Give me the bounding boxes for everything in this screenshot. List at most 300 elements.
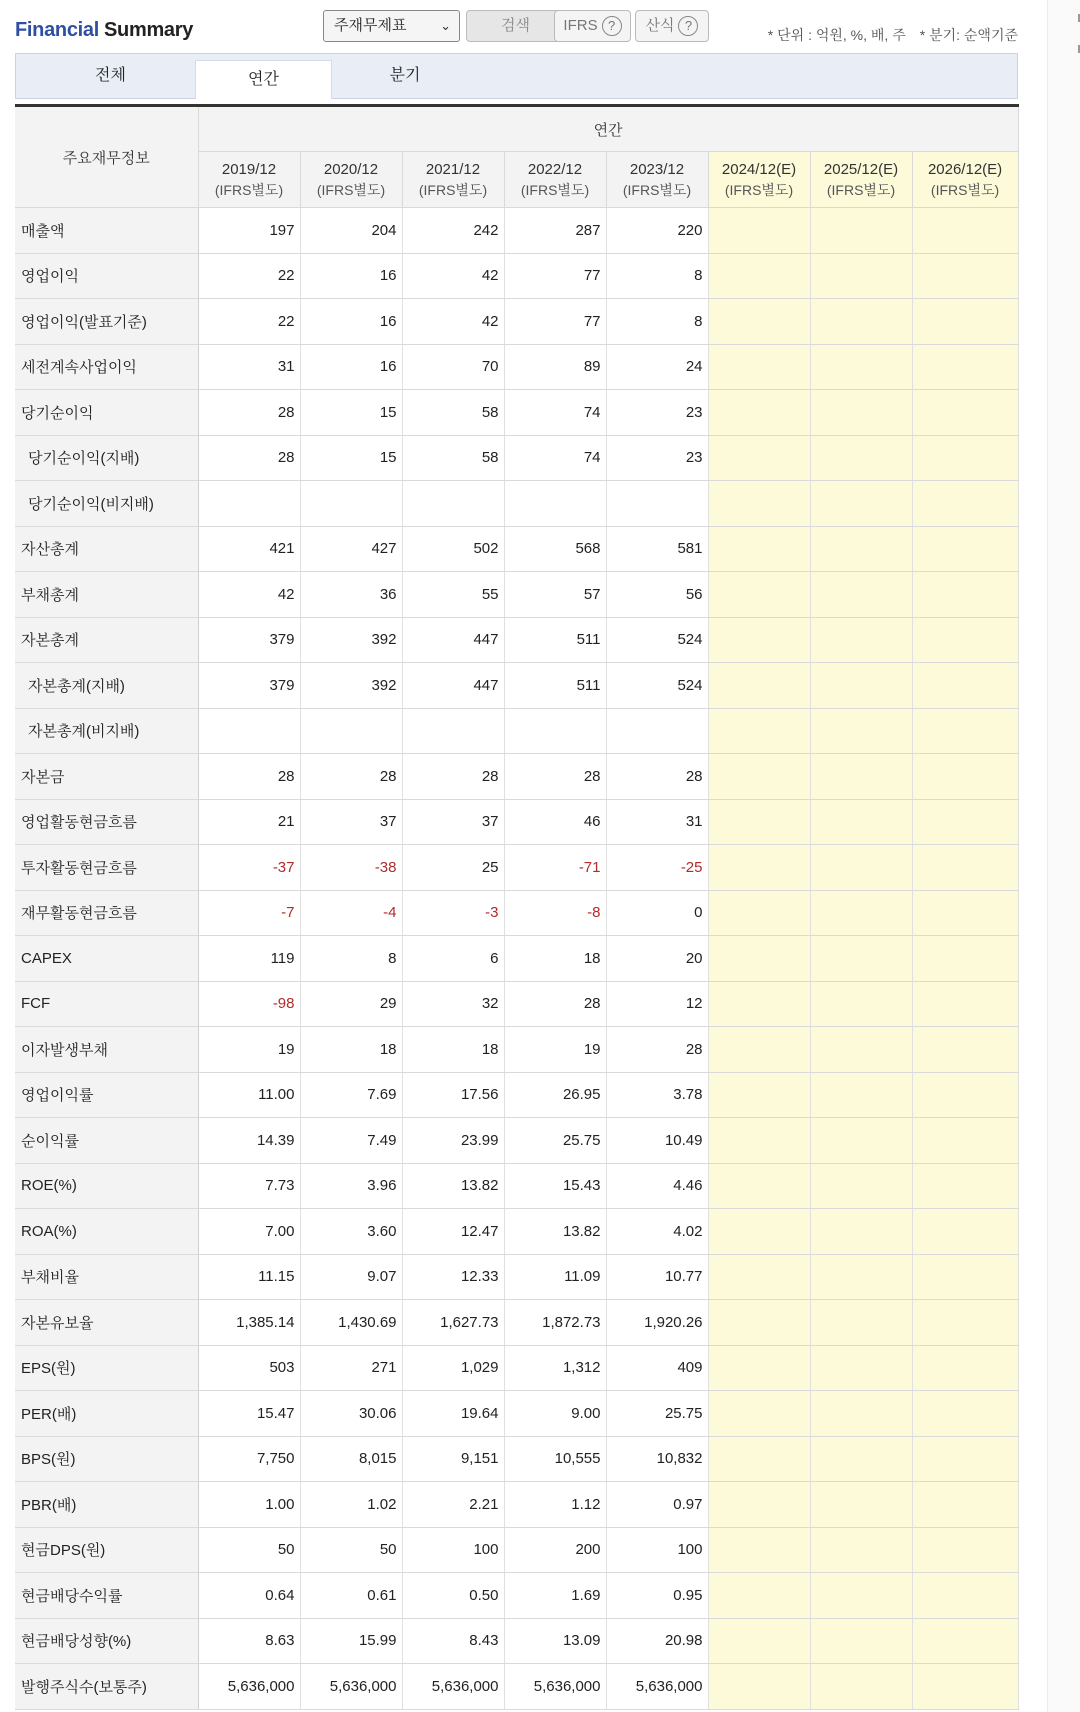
table-cell: 21 xyxy=(198,799,300,845)
year-column-header xyxy=(402,152,504,208)
row-label: CAPEX xyxy=(15,936,198,982)
table-cell: 15 xyxy=(300,435,402,481)
tab-annual[interactable]: 연간 xyxy=(195,60,332,99)
table-cell: 28 xyxy=(198,754,300,800)
table-cell xyxy=(708,1118,810,1164)
table-cell: 4.46 xyxy=(606,1163,708,1209)
table-row xyxy=(15,1163,1018,1209)
table-cell: 42 xyxy=(198,572,300,618)
year-label: 2021/12 xyxy=(425,160,481,178)
table-cell: 23.99 xyxy=(402,1118,504,1164)
search-button[interactable]: 검색 xyxy=(466,10,565,42)
table-cell: 524 xyxy=(606,663,708,709)
formula-label: 산식 xyxy=(645,17,675,34)
table-cell: 421 xyxy=(198,526,300,572)
table-row xyxy=(15,1618,1018,1664)
row-label: PER(배) xyxy=(15,1391,198,1437)
table-cell: 89 xyxy=(504,344,606,390)
table-cell xyxy=(810,572,912,618)
question-mark-icon: ? xyxy=(602,16,622,36)
table-cell xyxy=(810,1664,912,1710)
table-cell xyxy=(912,663,1018,709)
row-label: 투자활동현금흐름 xyxy=(15,845,198,891)
table-row xyxy=(15,526,1018,572)
table-cell xyxy=(810,663,912,709)
period-tabs xyxy=(15,53,1018,99)
table-cell xyxy=(912,1072,1018,1118)
table-cell xyxy=(708,845,810,891)
table-cell xyxy=(912,845,1018,891)
table-cell xyxy=(708,663,810,709)
table-cell: 31 xyxy=(198,344,300,390)
table-cell: 3.78 xyxy=(606,1072,708,1118)
table-cell: 28 xyxy=(300,754,402,800)
table-cell xyxy=(810,936,912,982)
table-cell: 1,872.73 xyxy=(504,1300,606,1346)
unit-text: * 단위 : 억원, %, 배, 주 xyxy=(767,27,906,43)
table-cell xyxy=(810,845,912,891)
table-cell xyxy=(912,1482,1018,1528)
row-label: 부채총계 xyxy=(15,572,198,618)
row-label: 현금배당성향(%) xyxy=(15,1618,198,1664)
table-cell: 8 xyxy=(606,253,708,299)
table-cell: 100 xyxy=(606,1527,708,1573)
table-cell: 5,636,000 xyxy=(504,1664,606,1710)
table-cell xyxy=(810,708,912,754)
row-label: 부채비율 xyxy=(15,1254,198,1300)
row-label: 자본유보율 xyxy=(15,1300,198,1346)
table-cell: 0.64 xyxy=(198,1573,300,1619)
table-cell xyxy=(810,799,912,845)
year-label: 2024/12(E) xyxy=(721,160,797,178)
table-row xyxy=(15,344,1018,390)
table-cell xyxy=(912,799,1018,845)
financial-table xyxy=(15,104,1019,1710)
table-cell xyxy=(912,617,1018,663)
table-cell xyxy=(912,1118,1018,1164)
table-cell xyxy=(708,1573,810,1619)
table-cell xyxy=(708,1436,810,1482)
table-cell: -3 xyxy=(402,890,504,936)
table-cell: 20.98 xyxy=(606,1618,708,1664)
table-cell: 19.64 xyxy=(402,1391,504,1437)
table-cell: 28 xyxy=(402,754,504,800)
table-row xyxy=(15,1300,1018,1346)
table-cell: 0.97 xyxy=(606,1482,708,1528)
table-cell xyxy=(810,1300,912,1346)
table-cell: 287 xyxy=(504,208,606,254)
row-label: 재무활동현금흐름 xyxy=(15,890,198,936)
table-row xyxy=(15,208,1018,254)
table-cell xyxy=(912,344,1018,390)
tab-quarterly[interactable]: 분기 xyxy=(389,67,421,84)
table-cell xyxy=(912,481,1018,527)
financial-table-area xyxy=(15,104,1018,1710)
table-cell: 6 xyxy=(402,936,504,982)
row-label: ROA(%) xyxy=(15,1209,198,1255)
basis-label: (IFRS별도) xyxy=(622,181,692,198)
table-cell: 23 xyxy=(606,435,708,481)
table-cell: 58 xyxy=(402,435,504,481)
basis-label: (IFRS별도) xyxy=(520,181,590,198)
table-cell: 74 xyxy=(504,435,606,481)
table-cell xyxy=(912,1027,1018,1073)
row-label: 영업이익 xyxy=(15,253,198,299)
table-cell: 379 xyxy=(198,663,300,709)
table-cell xyxy=(912,708,1018,754)
table-cell: -7 xyxy=(198,890,300,936)
table-cell: 42 xyxy=(402,253,504,299)
table-cell xyxy=(912,1254,1018,1300)
table-cell xyxy=(912,1300,1018,1346)
table-cell xyxy=(708,617,810,663)
table-cell xyxy=(402,481,504,527)
table-cell: 16 xyxy=(300,299,402,345)
table-cell xyxy=(708,526,810,572)
table-cell xyxy=(810,1527,912,1573)
table-row xyxy=(15,390,1018,436)
table-cell xyxy=(708,754,810,800)
table-cell: 25.75 xyxy=(504,1118,606,1164)
table-cell: -71 xyxy=(504,845,606,891)
table-cell: 28 xyxy=(606,1027,708,1073)
table-cell: 26.95 xyxy=(504,1072,606,1118)
table-cell: 5,636,000 xyxy=(606,1664,708,1710)
table-row xyxy=(15,890,1018,936)
table-cell xyxy=(198,708,300,754)
table-cell: 13.09 xyxy=(504,1618,606,1664)
table-cell: 13.82 xyxy=(402,1163,504,1209)
row-label: 당기순이익 xyxy=(15,390,198,436)
table-cell xyxy=(810,1573,912,1619)
table-cell: 8 xyxy=(606,299,708,345)
table-cell: 18 xyxy=(504,936,606,982)
tab-all[interactable]: 전체 xyxy=(95,67,126,84)
table-cell: 1,312 xyxy=(504,1345,606,1391)
row-label: 순이익률 xyxy=(15,1118,198,1164)
table-cell xyxy=(708,799,810,845)
row-label: 영업이익(발표기준) xyxy=(15,299,198,345)
table-cell: 3.96 xyxy=(300,1163,402,1209)
table-cell: 511 xyxy=(504,617,606,663)
table-cell: 16 xyxy=(300,344,402,390)
row-label: 당기순이익(지배) xyxy=(15,435,198,481)
table-cell xyxy=(708,890,810,936)
row-label: 당기순이익(비지배) xyxy=(15,481,198,527)
table-cell: 0.50 xyxy=(402,1573,504,1619)
table-cell: 100 xyxy=(402,1527,504,1573)
year-label: 2019/12 xyxy=(221,160,277,178)
table-cell xyxy=(810,1391,912,1437)
table-cell xyxy=(912,1573,1018,1619)
table-row xyxy=(15,754,1018,800)
table-row xyxy=(15,981,1018,1027)
table-cell: 28 xyxy=(504,754,606,800)
table-cell xyxy=(198,481,300,527)
row-label: 매출액 xyxy=(15,208,198,254)
row-label: 자본총계(비지배) xyxy=(15,708,198,754)
table-row xyxy=(15,299,1018,345)
table-row xyxy=(15,1209,1018,1255)
table-cell xyxy=(708,1027,810,1073)
table-cell: 392 xyxy=(300,617,402,663)
table-cell: 242 xyxy=(402,208,504,254)
table-cell xyxy=(504,708,606,754)
table-cell: 0.61 xyxy=(300,1573,402,1619)
table-cell: 409 xyxy=(606,1345,708,1391)
row-label: ROE(%) xyxy=(15,1163,198,1209)
basis-label: (IFRS별도) xyxy=(418,181,488,198)
select-value: 주재무제표 xyxy=(334,17,407,34)
row-header-title: 주요재무정보 xyxy=(15,106,198,208)
row-label: 자산총계 xyxy=(15,526,198,572)
table-cell xyxy=(810,890,912,936)
table-cell xyxy=(708,253,810,299)
table-cell: 0.95 xyxy=(606,1573,708,1619)
table-cell: 70 xyxy=(402,344,504,390)
table-cell: 1,385.14 xyxy=(198,1300,300,1346)
table-cell: -38 xyxy=(300,845,402,891)
table-cell xyxy=(810,1209,912,1255)
row-label: 이자발생부채 xyxy=(15,1027,198,1073)
table-cell xyxy=(810,526,912,572)
table-cell xyxy=(810,1618,912,1664)
table-cell xyxy=(912,299,1018,345)
table-cell xyxy=(810,344,912,390)
table-cell xyxy=(810,1027,912,1073)
table-cell: -25 xyxy=(606,845,708,891)
table-cell: 46 xyxy=(504,799,606,845)
table-cell xyxy=(912,526,1018,572)
table-cell xyxy=(810,1254,912,1300)
ifrs-help-button[interactable] xyxy=(554,10,631,42)
financial-summary-panel xyxy=(15,0,1018,1696)
table-cell: 32 xyxy=(402,981,504,1027)
table-cell: 10.77 xyxy=(606,1254,708,1300)
table-cell xyxy=(810,754,912,800)
year-column-header xyxy=(912,152,1018,208)
table-cell: 10.49 xyxy=(606,1118,708,1164)
table-cell: 2.21 xyxy=(402,1482,504,1528)
table-cell: 8.43 xyxy=(402,1618,504,1664)
table-row xyxy=(15,936,1018,982)
year-column-header xyxy=(198,152,300,208)
table-row xyxy=(15,1482,1018,1528)
table-cell: 271 xyxy=(300,1345,402,1391)
table-cell: 37 xyxy=(300,799,402,845)
summary-header xyxy=(15,0,1018,52)
basis-label: (IFRS별도) xyxy=(724,181,794,198)
table-cell: 11.00 xyxy=(198,1072,300,1118)
table-cell xyxy=(810,1345,912,1391)
table-cell xyxy=(606,481,708,527)
table-cell xyxy=(708,344,810,390)
table-cell xyxy=(708,936,810,982)
table-cell: 1.00 xyxy=(198,1482,300,1528)
table-cell xyxy=(810,481,912,527)
table-cell xyxy=(708,1527,810,1573)
table-cell: 18 xyxy=(300,1027,402,1073)
table-cell: 568 xyxy=(504,526,606,572)
table-cell xyxy=(300,481,402,527)
table-row xyxy=(15,572,1018,618)
page-scrollbar[interactable] xyxy=(1047,0,1080,1712)
table-cell: 8.63 xyxy=(198,1618,300,1664)
table-cell xyxy=(708,1345,810,1391)
table-cell xyxy=(708,1209,810,1255)
table-cell xyxy=(810,981,912,1027)
table-cell xyxy=(708,299,810,345)
table-cell: -37 xyxy=(198,845,300,891)
year-label: 2020/12 xyxy=(323,160,379,178)
row-label: PBR(배) xyxy=(15,1482,198,1528)
title-part2: Summary xyxy=(104,19,194,41)
table-cell: 15.43 xyxy=(504,1163,606,1209)
year-column-header xyxy=(300,152,402,208)
table-cell xyxy=(912,1345,1018,1391)
table-cell: 503 xyxy=(198,1345,300,1391)
table-cell: 427 xyxy=(300,526,402,572)
table-cell: 14.39 xyxy=(198,1118,300,1164)
table-cell: 22 xyxy=(198,253,300,299)
table-cell: 3.60 xyxy=(300,1209,402,1255)
table-cell: 13.82 xyxy=(504,1209,606,1255)
year-column-header xyxy=(708,152,810,208)
table-cell xyxy=(912,1209,1018,1255)
row-label: 발행주식수(보통주) xyxy=(15,1664,198,1710)
page-title xyxy=(15,19,193,42)
table-cell: 5,636,000 xyxy=(300,1664,402,1710)
table-cell: 511 xyxy=(504,663,606,709)
table-cell: 55 xyxy=(402,572,504,618)
table-cell: 56 xyxy=(606,572,708,618)
table-cell: -8 xyxy=(504,890,606,936)
table-cell: 24 xyxy=(606,344,708,390)
table-cell: 447 xyxy=(402,663,504,709)
table-cell xyxy=(708,481,810,527)
table-cell: 1,029 xyxy=(402,1345,504,1391)
table-cell: 9.07 xyxy=(300,1254,402,1300)
table-cell: 20 xyxy=(606,936,708,982)
table-cell: 524 xyxy=(606,617,708,663)
table-cell: 30.06 xyxy=(300,1391,402,1437)
table-cell xyxy=(708,435,810,481)
table-cell: 37 xyxy=(402,799,504,845)
table-cell: 50 xyxy=(300,1527,402,1573)
row-label: 현금배당수익률 xyxy=(15,1573,198,1619)
table-cell xyxy=(912,1436,1018,1482)
table-cell: -4 xyxy=(300,890,402,936)
table-cell: 28 xyxy=(606,754,708,800)
table-cell: 502 xyxy=(402,526,504,572)
table-cell xyxy=(810,435,912,481)
table-cell xyxy=(402,708,504,754)
table-cell: 197 xyxy=(198,208,300,254)
table-cell xyxy=(912,253,1018,299)
title-part1: Financial xyxy=(15,19,99,41)
basis-label: (IFRS별도) xyxy=(826,181,896,198)
year-label: 2022/12 xyxy=(527,160,583,178)
year-label: 2025/12(E) xyxy=(823,160,899,178)
table-cell: 25.75 xyxy=(606,1391,708,1437)
table-cell xyxy=(708,390,810,436)
table-cell: 204 xyxy=(300,208,402,254)
table-cell: 12.33 xyxy=(402,1254,504,1300)
table-cell: 18 xyxy=(402,1027,504,1073)
table-cell: 77 xyxy=(504,253,606,299)
table-cell: 25 xyxy=(402,845,504,891)
table-row xyxy=(15,799,1018,845)
table-cell xyxy=(912,390,1018,436)
row-label: 영업활동현금흐름 xyxy=(15,799,198,845)
table-cell xyxy=(912,936,1018,982)
table-cell: 19 xyxy=(198,1027,300,1073)
table-cell xyxy=(810,1482,912,1528)
table-row xyxy=(15,663,1018,709)
table-row xyxy=(15,1254,1018,1300)
table-cell: 57 xyxy=(504,572,606,618)
table-cell xyxy=(810,208,912,254)
row-label: 자본금 xyxy=(15,754,198,800)
table-cell: 581 xyxy=(606,526,708,572)
table-cell: 379 xyxy=(198,617,300,663)
table-cell xyxy=(708,1618,810,1664)
table-cell: 8,015 xyxy=(300,1436,402,1482)
statement-type-select[interactable] xyxy=(323,10,460,42)
table-cell: 31 xyxy=(606,799,708,845)
formula-help-button[interactable] xyxy=(635,10,709,42)
group-header-annual: 연간 xyxy=(198,106,1018,152)
table-cell: 119 xyxy=(198,936,300,982)
table-cell xyxy=(708,572,810,618)
table-cell: 15 xyxy=(300,390,402,436)
row-label: 영업이익률 xyxy=(15,1072,198,1118)
table-row xyxy=(15,1391,1018,1437)
table-cell xyxy=(912,1664,1018,1710)
table-cell xyxy=(912,435,1018,481)
table-cell: 0 xyxy=(606,890,708,936)
row-label: 자본총계(지배) xyxy=(15,663,198,709)
table-cell xyxy=(912,1618,1018,1664)
table-cell: 5,636,000 xyxy=(198,1664,300,1710)
table-cell: 9,151 xyxy=(402,1436,504,1482)
row-label: FCF xyxy=(15,981,198,1027)
quarter-basis-text: * 분기: 순액기준 xyxy=(919,27,1018,43)
table-row xyxy=(15,253,1018,299)
table-cell: 10,555 xyxy=(504,1436,606,1482)
table-cell xyxy=(708,1664,810,1710)
table-cell xyxy=(810,617,912,663)
question-mark-icon: ? xyxy=(678,16,698,36)
basis-label: (IFRS별도) xyxy=(316,181,386,198)
table-cell: 28 xyxy=(198,390,300,436)
table-cell: 1.12 xyxy=(504,1482,606,1528)
table-cell: 220 xyxy=(606,208,708,254)
table-cell: 28 xyxy=(198,435,300,481)
chevron-down-icon: ⌄ xyxy=(440,18,451,33)
basis-label: (IFRS별도) xyxy=(930,181,1000,198)
table-cell: 58 xyxy=(402,390,504,436)
table-cell: 23 xyxy=(606,390,708,436)
table-cell xyxy=(912,572,1018,618)
row-label: BPS(원) xyxy=(15,1436,198,1482)
table-row xyxy=(15,435,1018,481)
year-column-header xyxy=(504,152,606,208)
table-cell xyxy=(810,1436,912,1482)
table-cell xyxy=(708,1391,810,1437)
table-cell xyxy=(606,708,708,754)
table-cell: 1.02 xyxy=(300,1482,402,1528)
